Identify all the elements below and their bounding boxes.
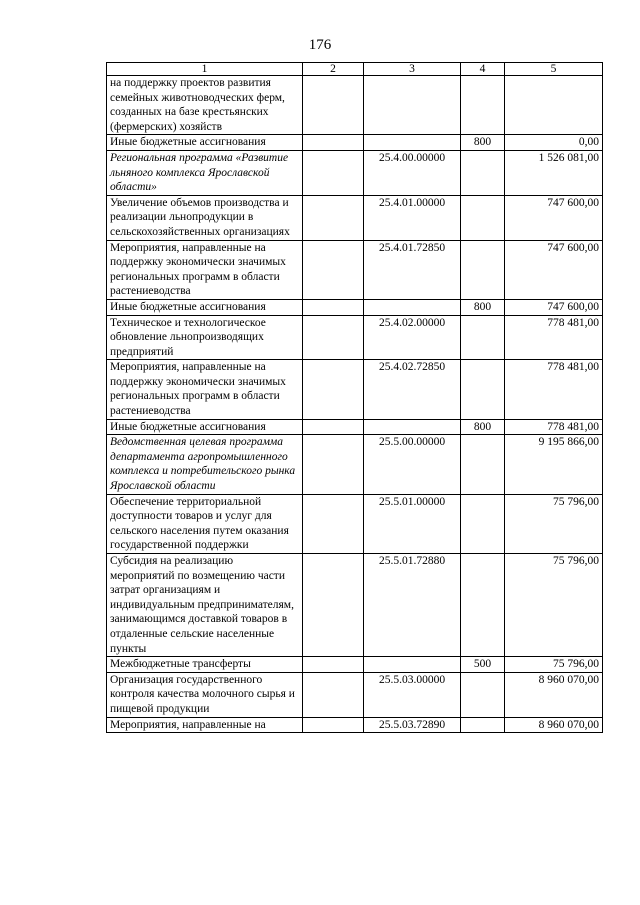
row-name-cell: Межбюджетные трансферты (107, 657, 303, 673)
row-amount-cell: 9 195 866,00 (505, 435, 603, 494)
row-code-cell (364, 299, 461, 315)
row-amount-cell (505, 76, 603, 135)
row-col2-cell (303, 150, 364, 195)
row-kind-cell (461, 717, 505, 733)
row-col2-cell (303, 195, 364, 240)
table-row (107, 76, 603, 135)
table-row (107, 299, 603, 315)
row-col2-cell (303, 315, 364, 360)
row-code-cell: 25.5.00.00000 (364, 435, 461, 494)
row-code-cell (364, 135, 461, 151)
row-col2-cell (303, 672, 364, 717)
row-name-cell: Иные бюджетные ассигнования (107, 135, 303, 151)
row-name-cell: Обеспечение территориальной доступности товаров и услуг для сельского населения путем оказания государственной поддержки (107, 494, 303, 553)
row-code-cell: 25.5.03.72890 (364, 717, 461, 733)
row-amount-cell: 778 481,00 (505, 360, 603, 419)
row-col2-cell (303, 419, 364, 435)
row-code-cell: 25.4.02.00000 (364, 315, 461, 360)
row-name-cell: Иные бюджетные ассигнования (107, 419, 303, 435)
row-kind-cell (461, 315, 505, 360)
row-code-cell: 25.5.01.00000 (364, 494, 461, 553)
table-row (107, 554, 603, 657)
header-col-3: 3 (364, 63, 461, 76)
row-amount-cell: 747 600,00 (505, 299, 603, 315)
row-amount-cell: 778 481,00 (505, 419, 603, 435)
row-kind-cell (461, 76, 505, 135)
row-col2-cell (303, 657, 364, 673)
row-name-cell: Организация государственного контроля качества молочного сырья и пищевой продукции (107, 672, 303, 717)
row-name-cell: на поддержку проектов развития семейных животноводческих ферм, созданных на базе крестьянских (фермерских) хозяйств (107, 76, 303, 135)
row-kind-cell (461, 672, 505, 717)
row-kind-cell (461, 435, 505, 494)
row-code-cell: 25.4.00.00000 (364, 150, 461, 195)
row-name-cell: Техническое и технологическое обновление льнопроизводящих предприятий (107, 315, 303, 360)
table-row (107, 435, 603, 494)
header-col-5: 5 (505, 63, 603, 76)
row-amount-cell: 75 796,00 (505, 657, 603, 673)
table-row (107, 135, 603, 151)
row-code-cell: 25.4.02.72850 (364, 360, 461, 419)
row-name-cell: Ведомственная целевая программа департамента агропромышленного комплекса и потребительского рынка Ярославской области (107, 435, 303, 494)
row-amount-cell: 8 960 070,00 (505, 672, 603, 717)
row-code-cell (364, 419, 461, 435)
row-name-cell: Субсидия на реализацию мероприятий по возмещению части затрат организациям и индивидуальным предпринимателям, занимающимся доставкой товаров в отдаленные сельские населенные пункты (107, 554, 303, 657)
table-row (107, 195, 603, 240)
row-name-cell: Мероприятия, направленные на поддержку экономически значимых региональных программ в области растениеводства (107, 240, 303, 299)
table-row (107, 150, 603, 195)
row-kind-cell (461, 240, 505, 299)
row-kind-cell (461, 554, 505, 657)
row-col2-cell (303, 135, 364, 151)
row-amount-cell: 747 600,00 (505, 195, 603, 240)
row-kind-cell (461, 195, 505, 240)
row-code-cell: 25.4.01.00000 (364, 195, 461, 240)
header-col-4: 4 (461, 63, 505, 76)
table-row (107, 672, 603, 717)
table-row (107, 315, 603, 360)
row-code-cell (364, 657, 461, 673)
row-kind-cell (461, 360, 505, 419)
row-kind-cell (461, 494, 505, 553)
table-row (107, 717, 603, 733)
row-name-cell: Иные бюджетные ассигнования (107, 299, 303, 315)
row-code-cell: 25.5.01.72880 (364, 554, 461, 657)
header-col-1: 1 (107, 63, 303, 76)
row-name-cell: Мероприятия, направленные на (107, 717, 303, 733)
row-kind-cell: 800 (461, 135, 505, 151)
row-code-cell: 25.4.01.72850 (364, 240, 461, 299)
row-name-cell: Мероприятия, направленные на поддержку экономически значимых региональных программ в области растениеводства (107, 360, 303, 419)
budget-table (106, 62, 603, 733)
row-col2-cell (303, 299, 364, 315)
row-amount-cell: 75 796,00 (505, 494, 603, 553)
row-col2-cell (303, 240, 364, 299)
table-header-row (107, 63, 603, 76)
row-col2-cell (303, 435, 364, 494)
row-amount-cell: 1 526 081,00 (505, 150, 603, 195)
row-kind-cell: 800 (461, 299, 505, 315)
row-name-cell: Увеличение объемов производства и реализации льнопродукции в сельскохозяйственных организациях (107, 195, 303, 240)
row-amount-cell: 8 960 070,00 (505, 717, 603, 733)
page-number: 176 (308, 37, 332, 53)
table-row (107, 240, 603, 299)
table-row (107, 360, 603, 419)
row-kind-cell (461, 150, 505, 195)
row-name-cell: Региональная программа «Развитие льняного комплекса Ярославской области» (107, 150, 303, 195)
table-row (107, 419, 603, 435)
row-amount-cell: 0,00 (505, 135, 603, 151)
row-code-cell: 25.5.03.00000 (364, 672, 461, 717)
row-kind-cell: 800 (461, 419, 505, 435)
table-row (107, 657, 603, 673)
table-row (107, 494, 603, 553)
row-amount-cell: 747 600,00 (505, 240, 603, 299)
row-col2-cell (303, 717, 364, 733)
row-col2-cell (303, 360, 364, 419)
row-col2-cell (303, 494, 364, 553)
row-kind-cell: 500 (461, 657, 505, 673)
row-col2-cell (303, 76, 364, 135)
header-col-2: 2 (303, 63, 364, 76)
row-amount-cell: 75 796,00 (505, 554, 603, 657)
row-code-cell (364, 76, 461, 135)
row-amount-cell: 778 481,00 (505, 315, 603, 360)
row-col2-cell (303, 554, 364, 657)
